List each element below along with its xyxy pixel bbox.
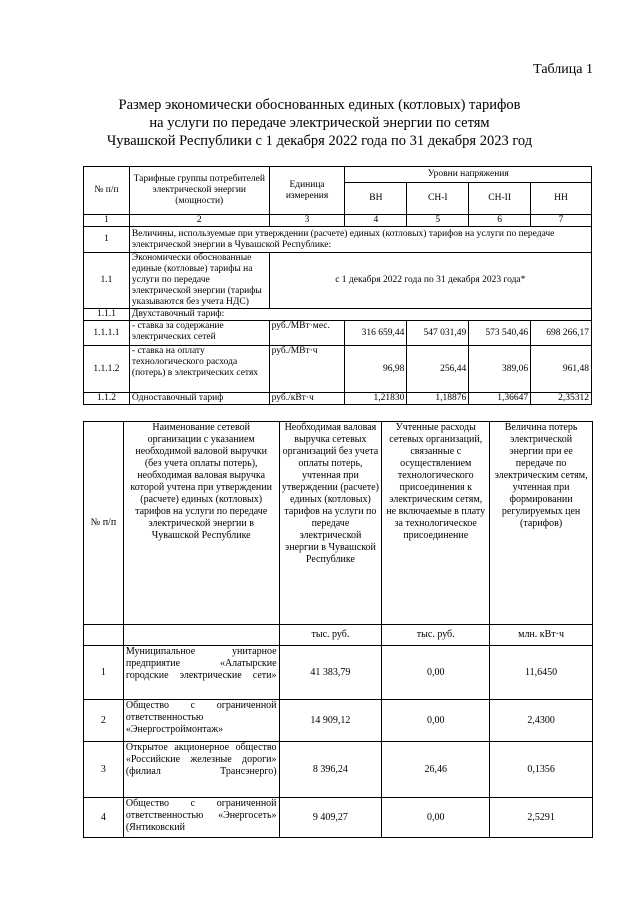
table-number: Таблица 1 xyxy=(533,62,593,77)
row-text: - ставка за содержание электрических сетей xyxy=(129,321,269,346)
colnum: 2 xyxy=(129,215,269,227)
expenses-value: 0,00 xyxy=(382,798,490,838)
table-row xyxy=(84,700,593,742)
level-sn1: СН-I xyxy=(407,183,469,215)
unit-expenses: тыс. руб. xyxy=(382,625,490,646)
row-text: Экономически обоснованные единые (котловые) тарифы на услуги по передаче электрической энергии (тарифы указываются без учета НДС) xyxy=(129,253,269,309)
colnum: 5 xyxy=(407,215,469,227)
header-name: Наименование сетевой организации с указанием необходимой валовой выручки (без учета оплаты потерь), необходимая валовая выручка которой учтена при утверждении (расчете) единых (котловых) тарифов на услуги по передаче электрической энергии в Чувашской Республике xyxy=(123,422,279,625)
expenses-value: 0,00 xyxy=(382,646,490,700)
expenses-value: 0,00 xyxy=(382,700,490,742)
value-vn: 1,21830 xyxy=(345,393,407,405)
company-name: Общество с ограниченной ответственностью «Энергосеть» (Янтиковский xyxy=(123,798,279,838)
losses-value: 2,5291 xyxy=(490,798,593,838)
tariff-table xyxy=(83,166,592,405)
row-num: 1 xyxy=(84,227,130,253)
company-name: Муниципальное унитарное предприятие «Алатырские городские электрические сети» xyxy=(123,646,279,700)
header-levels: Уровни напряжения xyxy=(345,167,592,183)
row-num: 1.1.1.1 xyxy=(84,321,130,346)
empty-cell xyxy=(84,625,124,646)
header-nvv: Необходимая валовая выручка сетевых организаций без учета оплаты потерь, учтенная при утверждении (расчете) единых (котловых) тарифов на услуги по передаче электрической энергии в Чувашской Республике xyxy=(279,422,382,625)
colnum: 3 xyxy=(269,215,345,227)
header-groups: Тарифные группы потребителей электрической энергии (мощности) xyxy=(129,167,269,215)
row-text: Одноставочный тариф xyxy=(129,393,269,405)
nvv-value: 14 909,12 xyxy=(279,700,382,742)
company-name: Открытое акционерное общество «Российские железные дороги» (филиал Трансэнерго) xyxy=(123,742,279,798)
header-num: № п/п xyxy=(84,422,124,625)
unit-nvv: тыс. руб. xyxy=(279,625,382,646)
period: с 1 декабря 2022 года по 31 декабря 2023 года* xyxy=(269,253,591,309)
value-nn: 2,35312 xyxy=(531,393,592,405)
row-num: 1.1 xyxy=(84,253,130,309)
losses-value: 0,1356 xyxy=(490,742,593,798)
row-unit: руб./кВт·ч xyxy=(269,393,345,405)
unit-losses: млн. кВт·ч xyxy=(490,625,593,646)
level-vn: ВН xyxy=(345,183,407,215)
row-text: Величины, используемые при утверждении (расчете) единых (котловых) тарифов на услуги по передаче электрической энергии в Чувашской Республике: xyxy=(129,227,591,253)
table-row xyxy=(84,742,593,798)
row-text: - ставка на оплату технологического расхода (потерь) в электрических сетях xyxy=(129,346,269,393)
nvv-value: 9 409,27 xyxy=(279,798,382,838)
title-line-2: на услуги по передаче электрической энергии по сетям xyxy=(149,115,490,131)
value-vn: 96,98 xyxy=(345,346,407,393)
document-title xyxy=(0,96,639,150)
grid-companies-table xyxy=(83,421,593,838)
table-row xyxy=(84,646,593,700)
level-sn2: СН-II xyxy=(469,183,531,215)
nvv-value: 8 396,24 xyxy=(279,742,382,798)
nvv-value: 41 383,79 xyxy=(279,646,382,700)
header-losses: Величина потерь электрической энергии при ее передаче по электрическим сетям, учтенная при формировании регулируемых цен (тарифов) xyxy=(490,422,593,625)
title-line-1: Размер экономически обоснованных единых (котловых) тарифов xyxy=(118,97,521,113)
value-vn: 316 659,44 xyxy=(345,321,407,346)
company-name: Общество с ограниченной ответственностью «Энергостроймонтаж» xyxy=(123,700,279,742)
row-unit: руб./МВт·ч xyxy=(269,346,345,393)
row-num: 1 xyxy=(84,646,124,700)
value-sn1: 547 031,49 xyxy=(407,321,469,346)
losses-value: 11,6450 xyxy=(490,646,593,700)
value-sn1: 1,18876 xyxy=(407,393,469,405)
header-expenses: Учтенные расходы сетевых организаций, связанные с осуществлением технологического присоединения к электрическим сетям, не включаемые в плату за технологическое присоединение xyxy=(382,422,490,625)
row-num: 2 xyxy=(84,700,124,742)
row-num: 4 xyxy=(84,798,124,838)
colnum: 6 xyxy=(469,215,531,227)
row-num: 1.1.1 xyxy=(84,309,130,321)
row-num: 1.1.1.2 xyxy=(84,346,130,393)
header-num: № п/п xyxy=(84,167,130,215)
colnum: 7 xyxy=(531,215,592,227)
expenses-value: 26,46 xyxy=(382,742,490,798)
level-nn: НН xyxy=(531,183,592,215)
value-nn: 698 266,17 xyxy=(531,321,592,346)
table-row xyxy=(84,798,593,838)
colnum: 4 xyxy=(345,215,407,227)
empty-cell xyxy=(123,625,279,646)
value-sn1: 256,44 xyxy=(407,346,469,393)
losses-value: 2,4300 xyxy=(490,700,593,742)
row-num: 1.1.2 xyxy=(84,393,130,405)
colnum: 1 xyxy=(84,215,130,227)
row-num: 3 xyxy=(84,742,124,798)
header-unit: Единица измерения xyxy=(269,167,345,215)
row-unit: руб./МВт·мес. xyxy=(269,321,345,346)
row-text: Двухставочный тариф: xyxy=(129,309,591,321)
value-sn2: 573 540,46 xyxy=(469,321,531,346)
value-sn2: 389,06 xyxy=(469,346,531,393)
title-line-3: Чувашской Республики с 1 декабря 2022 года по 31 декабря 2023 год xyxy=(106,133,533,149)
value-nn: 961,48 xyxy=(531,346,592,393)
value-sn2: 1,36647 xyxy=(469,393,531,405)
